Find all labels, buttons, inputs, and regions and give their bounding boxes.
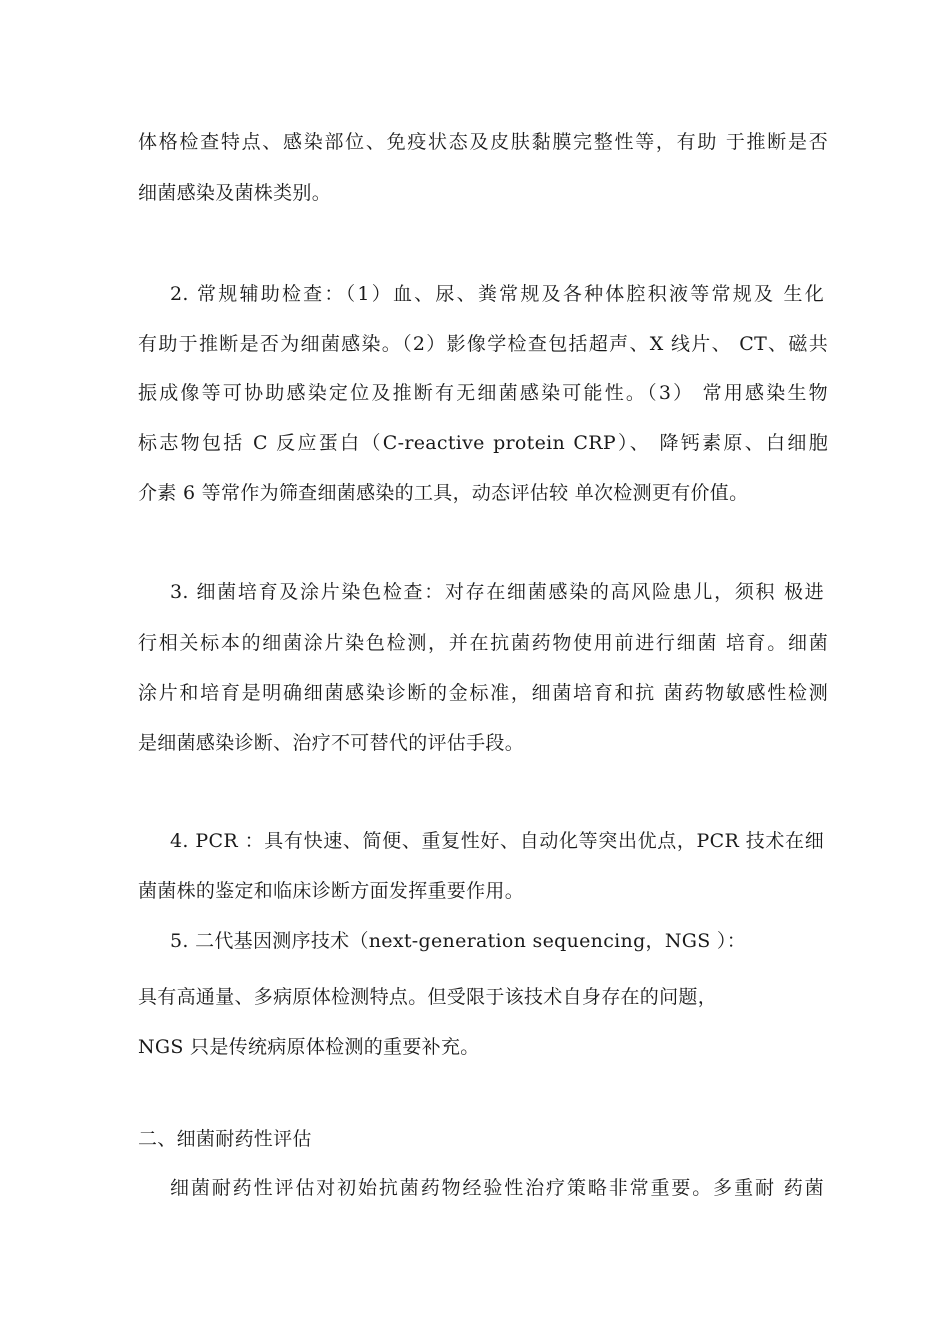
paragraph-line: 2. 常规辅助检查：（1）血、尿、粪常规及各种体腔积液等常规及 生化 [170, 283, 824, 305]
paragraph-line: 标志物包括 C 反应蛋白（C-reactive protein CRP）、 降钙素原、白细胞 [138, 432, 828, 454]
paragraph-line: 具有高通量、多病原体检测特点。但受限于该技术自身存在的问题， [138, 986, 718, 1008]
paragraph-line: 行相关标本的细菌涂片染色检测，并在抗菌药物使用前进行细菌 培育。细菌 [138, 632, 828, 654]
paragraph-line: 菌菌株的鉴定和临床诊断方面发挥重要作用。 [138, 880, 525, 902]
paragraph-line: 3. 细菌培育及涂片染色检查：对存在细菌感染的高风险患儿，须积 极进 [170, 581, 824, 603]
section-heading: 二、细菌耐药性评估 [138, 1128, 312, 1150]
paragraph-line: 涂片和培育是明确细菌感染诊断的金标准，细菌培育和抗 菌药物敏感性检测 [138, 682, 828, 704]
paragraph-line: 有助于推断是否为细菌感染。（2）影像学检查包括超声、X 线片、 CT、磁共 [138, 333, 828, 355]
paragraph-line: 振成像等可协助感染定位及推断有无细菌感染可能性。（3） 常用感染生物 [138, 382, 828, 404]
paragraph-line: 体格检查特点、感染部位、免疫状态及皮肤黏膜完整性等，有助 于推断是否 [138, 131, 828, 153]
paragraph-line: 是细菌感染诊断、治疗不可替代的评估手段。 [138, 732, 525, 754]
paragraph-line: 5. 二代基因测序技术（next-generation sequencing，NGS ）： [170, 930, 746, 952]
paragraph-line: NGS 只是传统病原体检测的重要补充。 [138, 1036, 480, 1058]
paragraph-line: 介素 6 等常作为筛查细菌感染的工具，动态评估较 单次检测更有价值。 [138, 482, 749, 504]
paragraph-line: 4. PCR ：具有快速、简便、重复性好、自动化等突出优点，PCR 技术在细 [170, 830, 824, 852]
paragraph-line: 细菌耐药性评估对初始抗菌药物经验性治疗策略非常重要。多重耐 药菌 [170, 1177, 824, 1199]
paragraph-line: 细菌感染及菌株类别。 [138, 182, 332, 204]
